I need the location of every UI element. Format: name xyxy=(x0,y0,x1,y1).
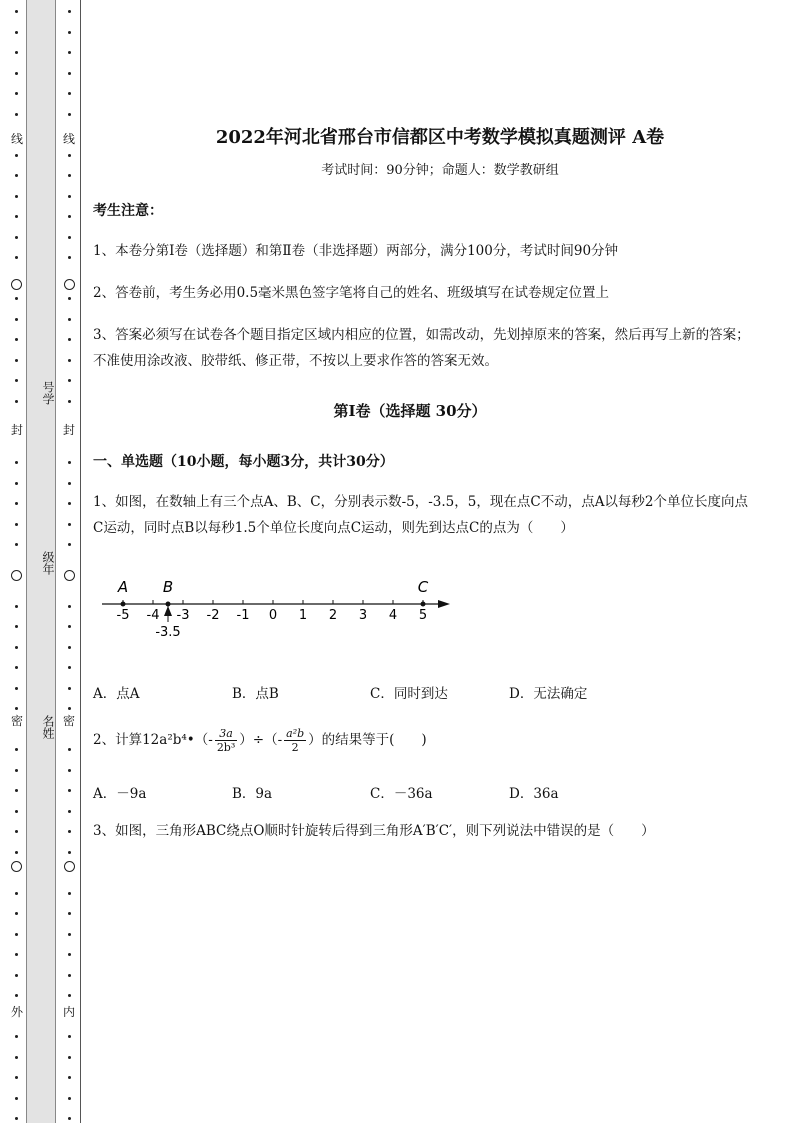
point-b-value-label: -3.5 xyxy=(155,625,181,640)
binding-dot xyxy=(15,789,18,792)
binding-label-xian-right: 线 xyxy=(62,132,75,146)
binding-dot xyxy=(68,10,71,13)
binding-label-mi-right: 密 xyxy=(62,714,75,728)
binding-dot xyxy=(15,933,18,936)
binding-dot xyxy=(15,461,18,464)
binding-dot xyxy=(68,687,71,690)
binding-dot xyxy=(68,318,71,321)
binding-dot xyxy=(68,461,71,464)
binding-dots-right xyxy=(56,0,81,1123)
binding-dot xyxy=(68,625,71,628)
q2-frac2-denominator: 2 xyxy=(291,741,299,754)
binding-circle xyxy=(64,861,75,872)
number-line-figure xyxy=(98,572,458,647)
q2-option-a[interactable]: A．－9a xyxy=(93,786,147,802)
binding-dot xyxy=(15,482,18,485)
binding-dot xyxy=(68,523,71,526)
binding-dot xyxy=(15,72,18,75)
binding-dot xyxy=(15,892,18,895)
binding-dot xyxy=(68,666,71,669)
number-line-tick-label: 3 xyxy=(358,608,368,623)
binding-dot xyxy=(15,646,18,649)
binding-dot xyxy=(68,154,71,157)
binding-dot xyxy=(68,297,71,300)
binding-dot xyxy=(68,113,71,116)
binding-dot xyxy=(68,994,71,997)
exam-subtitle: 考试时间：90分钟；命题人：数学教研组 xyxy=(321,163,559,178)
question-3-text: 3、如图，三角形ABC绕点O顺时针旋转后得到三角形A′B′C′，则下列说法中错误的是（ ） xyxy=(93,823,655,839)
binding-dot xyxy=(15,174,18,177)
binding-dot xyxy=(15,1035,18,1038)
q2-option-c[interactable]: C．－36a xyxy=(370,786,433,802)
binding-dot xyxy=(15,400,18,403)
binding-dot xyxy=(68,359,71,362)
section-heading: 一、单选题（10小题，每小题3分，共计30分） xyxy=(93,454,394,470)
binding-dot xyxy=(68,195,71,198)
binding-circle xyxy=(64,279,75,290)
binding-dot xyxy=(15,953,18,956)
binding-label-feng-right: 封 xyxy=(62,423,75,437)
binding-dot xyxy=(15,297,18,300)
note-item: 1、本卷分第I卷（选择题）和第Ⅱ卷（非选择题）两部分，满分100分，考试时间90分钟 xyxy=(93,243,619,259)
q2-suffix: ）的结果等于( ) xyxy=(308,732,427,748)
number-line-tick-label: -3 xyxy=(176,608,190,623)
binding-dot xyxy=(15,379,18,382)
binding-dot xyxy=(15,687,18,690)
binding-dot xyxy=(15,10,18,13)
binding-dot xyxy=(68,892,71,895)
binding-dot xyxy=(68,502,71,505)
q2-option-b[interactable]: B．9a xyxy=(232,786,273,802)
binding-dot xyxy=(15,769,18,772)
q1-option-c[interactable]: C．同时到达 xyxy=(370,686,448,702)
binding-dot xyxy=(68,748,71,751)
binding-dot xyxy=(15,748,18,751)
binding-dot xyxy=(15,543,18,546)
binding-circle xyxy=(11,570,22,581)
binding-dot xyxy=(15,605,18,608)
point-b-label: B xyxy=(162,578,174,596)
question-1-text: 1、如图，在数轴上有三个点A、B、C，分别表示数-5，-3.5，5，现在点C不动，点A以每秒2个单位长度向点C运动，同时点B以每秒1.5个单位长度向点C运动，则先到达点C的点为（ ） xyxy=(93,494,749,536)
number-line-tick-label: -1 xyxy=(236,608,250,623)
point-a-label: A xyxy=(117,578,129,596)
binding-dot xyxy=(15,994,18,997)
binding-dot xyxy=(68,1097,71,1100)
binding-dot xyxy=(15,810,18,813)
binding-dot xyxy=(15,502,18,505)
binding-dot xyxy=(15,1097,18,1100)
point-c-label: C xyxy=(417,578,429,596)
binding-dot xyxy=(68,1056,71,1059)
binding-dot xyxy=(68,51,71,54)
number-line-arrow xyxy=(438,600,450,608)
binding-dot xyxy=(68,974,71,977)
binding-dot xyxy=(68,236,71,239)
number-line-tick-label: 4 xyxy=(388,608,398,623)
binding-label-feng-left: 封 xyxy=(10,423,23,437)
binding-label-nei-right: 内 xyxy=(62,1005,75,1019)
binding-label-wai-left: 外 xyxy=(10,1005,23,1019)
q1-option-a[interactable]: A．点A xyxy=(93,686,140,702)
binding-dot xyxy=(15,215,18,218)
binding-dot xyxy=(68,769,71,772)
binding-dot xyxy=(68,31,71,34)
q2-option-d[interactable]: D．36a xyxy=(509,786,559,802)
binding-dot xyxy=(15,851,18,854)
binding-dot xyxy=(68,92,71,95)
point-b-marker xyxy=(166,602,171,607)
binding-dot xyxy=(68,379,71,382)
number-line-tick-label: 0 xyxy=(268,608,278,623)
binding-dot xyxy=(15,523,18,526)
binding-dot xyxy=(15,113,18,116)
number-line-tick-label: 5 xyxy=(418,608,428,623)
number-line-tick-label: 1 xyxy=(298,608,308,623)
q2-fraction-1 xyxy=(215,727,237,754)
binding-dot xyxy=(15,666,18,669)
point-a-marker xyxy=(121,602,126,607)
binding-dot xyxy=(15,1056,18,1059)
point-c-marker xyxy=(421,602,426,607)
binding-circle xyxy=(11,861,22,872)
binding-dot xyxy=(68,1117,71,1120)
binding-dot xyxy=(68,646,71,649)
binding-dot xyxy=(15,359,18,362)
binding-dot xyxy=(15,92,18,95)
binding-circle xyxy=(11,279,22,290)
note-item: 3、答案必须写在试卷各个题目指定区域内相应的位置，如需改动，先划掉原来的答案，然后再写上新的答案；不准使用涂改液、胶带纸、修正带，不按以上要求作答的答案无效。 xyxy=(93,327,750,369)
binding-dot xyxy=(68,338,71,341)
q2-middle: ）÷（- xyxy=(239,732,283,748)
binding-dot xyxy=(68,810,71,813)
binding-dot xyxy=(15,31,18,34)
binding-dot xyxy=(15,707,18,710)
q2-frac1-numerator: 3a xyxy=(215,727,237,741)
binding-label-mi-left: 密 xyxy=(10,714,23,728)
binding-dots-left xyxy=(6,0,26,1123)
binding-dot xyxy=(68,482,71,485)
binding-dot xyxy=(68,933,71,936)
number-line-tick-label: -5 xyxy=(116,608,130,623)
field-name: 名姓 xyxy=(41,715,55,739)
number-line-tick-label: 2 xyxy=(328,608,338,623)
binding-dot xyxy=(15,338,18,341)
binding-dot xyxy=(15,318,18,321)
binding-dot xyxy=(68,215,71,218)
q1-option-d[interactable]: D．无法确定 xyxy=(509,686,588,702)
exam-title: 2022年河北省邢台市信都区中考数学模拟真题测评 A卷 xyxy=(215,127,665,148)
binding-dot xyxy=(68,1076,71,1079)
binding-dot xyxy=(68,1035,71,1038)
binding-dot xyxy=(15,830,18,833)
field-student-number: 号学 xyxy=(41,381,55,405)
binding-dot xyxy=(68,543,71,546)
binding-label-xian-left: 线 xyxy=(10,132,23,146)
field-class: 级年 xyxy=(41,551,55,575)
binding-dot xyxy=(15,974,18,977)
q2-prefix: 2、计算12a²b⁴•（- xyxy=(93,732,213,748)
binding-dot xyxy=(15,1076,18,1079)
part1-title: 第I卷（选择题 30分） xyxy=(333,402,487,420)
q1-option-b[interactable]: B．点B xyxy=(232,686,279,702)
binding-dot xyxy=(68,72,71,75)
number-line-tick-label: -4 xyxy=(146,608,160,623)
q2-frac1-denominator: 2b³ xyxy=(216,741,236,754)
binding-dot xyxy=(68,789,71,792)
binding-dot xyxy=(15,912,18,915)
binding-dot xyxy=(15,236,18,239)
binding-dot xyxy=(68,400,71,403)
binding-dot xyxy=(15,154,18,157)
binding-dot xyxy=(68,912,71,915)
binding-dot xyxy=(15,256,18,259)
binding-dot xyxy=(15,1117,18,1120)
notes-heading: 考生注意： xyxy=(93,203,163,219)
binding-dot xyxy=(15,625,18,628)
note-item: 2、答卷前，考生务必用0.5毫米黑色签字笔将自己的姓名、班级填写在试卷规定位置上 xyxy=(93,285,610,301)
binding-dot xyxy=(68,707,71,710)
binding-dot xyxy=(68,851,71,854)
binding-dot xyxy=(68,953,71,956)
point-b-pointer-head xyxy=(164,606,172,616)
binding-dot xyxy=(68,174,71,177)
binding-dot xyxy=(68,256,71,259)
binding-dot xyxy=(68,605,71,608)
q2-fraction-2 xyxy=(284,727,306,754)
question-2-text xyxy=(93,722,753,758)
binding-dot xyxy=(15,195,18,198)
binding-circle xyxy=(64,570,75,581)
binding-dot xyxy=(68,830,71,833)
q2-frac2-numerator: a²b xyxy=(286,727,305,740)
binding-dot xyxy=(15,51,18,54)
number-line-tick-label: -2 xyxy=(206,608,220,623)
